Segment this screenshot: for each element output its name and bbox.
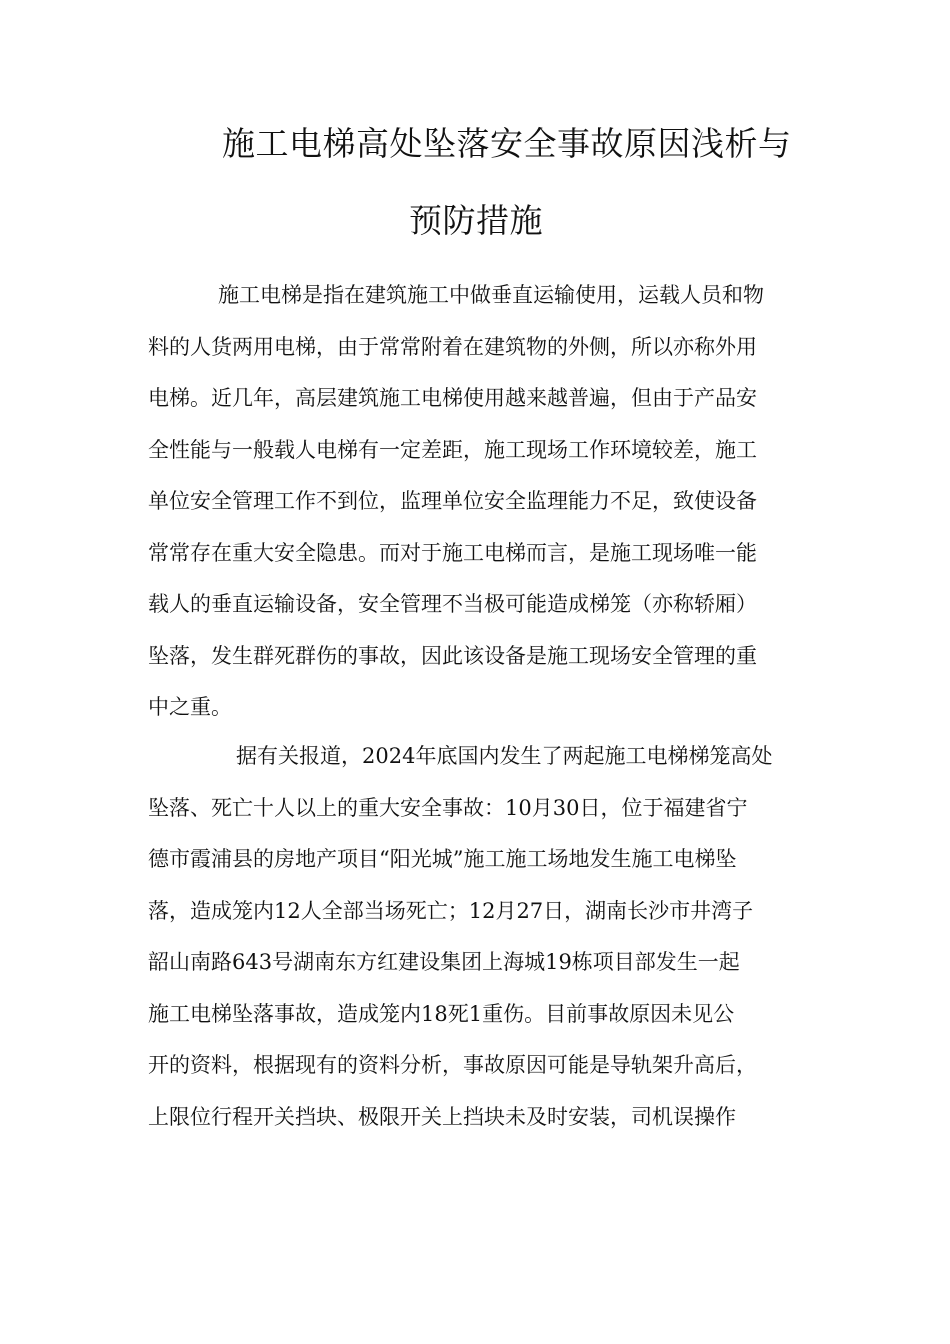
document-title-line-1: 施工电梯高处坠落安全事故原因浅析与 xyxy=(222,124,792,163)
paragraph-line: 载人的垂直运输设备，安全管理不当极可能造成梯笼（亦称轿厢） xyxy=(148,592,757,616)
document-title-line-2: 预防措施 xyxy=(409,201,543,240)
paragraph-line: 常常存在重大安全隐患。而对于施工电梯而言，是施工现场唯一能 xyxy=(148,540,757,565)
paragraph-line: 坠落、死亡十人以上的重大安全事故：10月30日，位于福建省宁 xyxy=(148,795,748,820)
paragraph-line: 施工电梯是指在建筑施工中做垂直运输使用，运载人员和物 xyxy=(218,283,764,307)
paragraph-line: 韶山南路643号湖南东方红建设集团上海城19栋项目部发生一起 xyxy=(148,950,740,974)
paragraph-line: 据有关报道，2024年底国内发生了两起施工电梯梯笼高处 xyxy=(236,744,773,768)
paragraph-line: 坠落，发生群死群伤的事故，因此该设备是施工现场安全管理的重 xyxy=(148,643,757,668)
paragraph-line: 全性能与一般载人电梯有一定差距，施工现场工作环境较差，施工 xyxy=(148,437,757,462)
paragraph-line: 中之重。 xyxy=(148,695,232,719)
paragraph-line: 德市霞浦县的房地产项目“阳光城”施工施工场地发生施工电梯坠 xyxy=(148,847,737,871)
paragraph-line: 上限位行程开关挡块、极限开关上挡块未及时安装，司机误操作 xyxy=(148,1104,736,1129)
paragraph-line: 单位安全管理工作不到位，监理单位安全监理能力不足，致使设备 xyxy=(148,489,757,513)
paragraph-line: 开的资料，根据现有的资料分析，事故原因可能是导轨架升高后， xyxy=(148,1053,757,1077)
paragraph-line: 电梯。近几年，高层建筑施工电梯使用越来越普遍，但由于产品安 xyxy=(148,386,757,410)
paragraph-2 xyxy=(148,731,808,1143)
paragraph-1 xyxy=(148,270,808,734)
paragraph-line: 落，造成笼内12人全部当场死亡；12月27日，湖南长沙市井湾子 xyxy=(148,898,754,923)
paragraph-line: 料的人货两用电梯，由于常常附着在建筑物的外侧，所以亦称外用 xyxy=(148,334,757,359)
paragraph-line: 施工电梯坠落事故，造成笼内18死1重伤。目前事故原因未见公 xyxy=(148,1001,735,1026)
